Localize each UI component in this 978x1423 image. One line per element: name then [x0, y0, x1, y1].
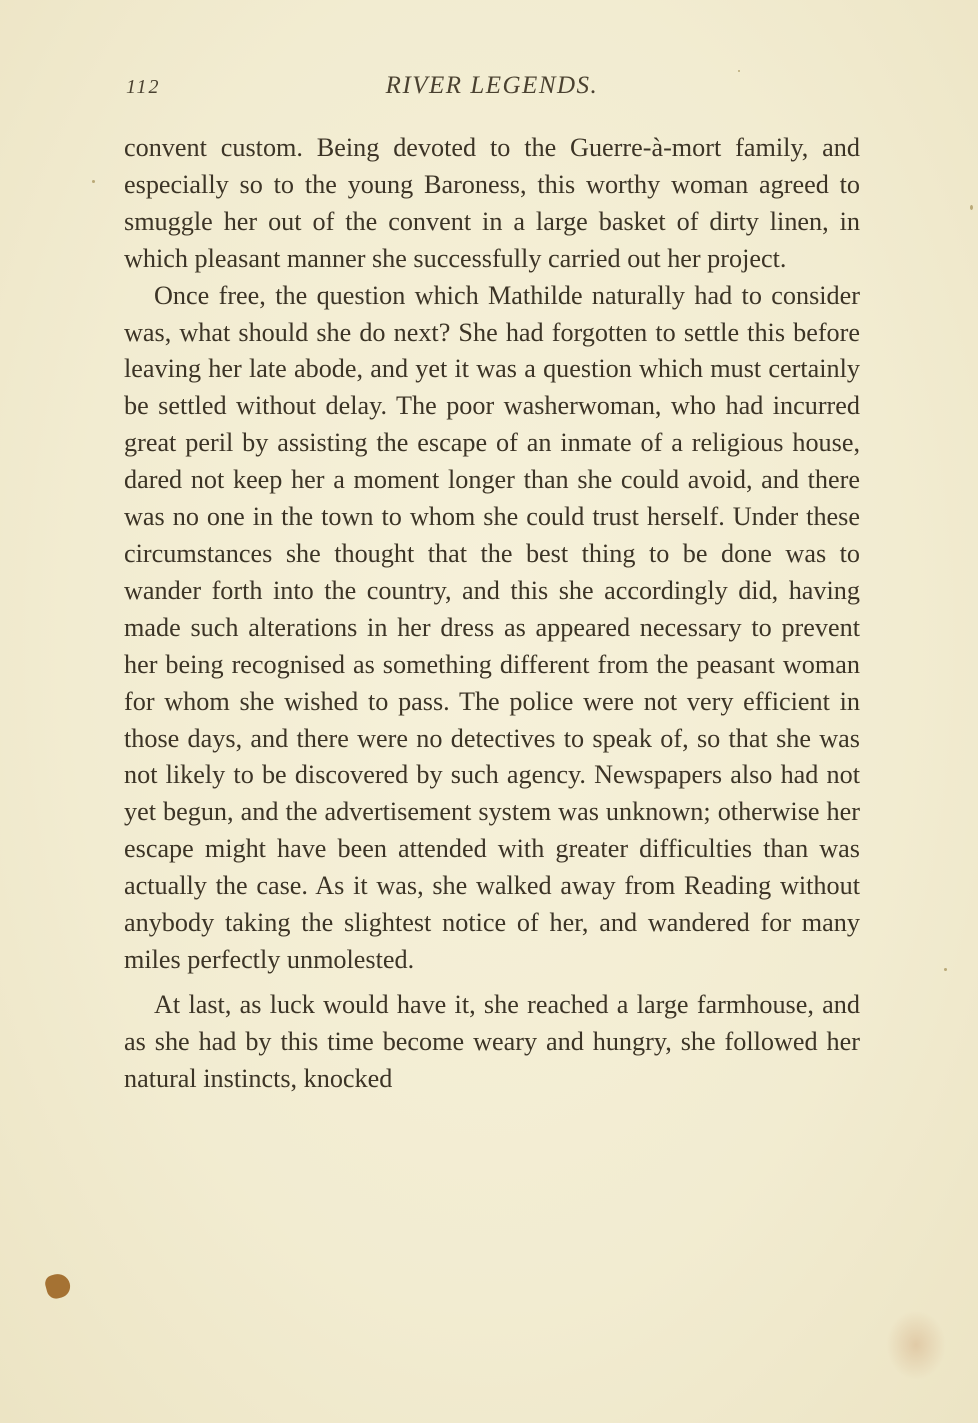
paper-stain [886, 1310, 946, 1380]
paper-speck [92, 180, 95, 183]
page-header [124, 72, 860, 106]
ink-stain [43, 1271, 72, 1300]
paragraph-2: Once free, the question which Mathilde naturally had to consider was, what should she do next? She had forgotten to settle this before leaving her late abode, and yet it was a question which must certainly be settled without delay. The poor washerwoman, who had incurred great peril by assisting the escape of an inmate of a religious house, dared not keep her a moment longer than she could avoid, and there was no one in the town to whom she could trust herself. Under these circumstances she thought that the best thing to be done was to wander forth into the country, and this she accordingly did, having made such alterations in her dress as appeared necessary to prevent her being recognised as something different from the peasant woman for whom she wished to pass. The police were not very efficient in those days, and there were no detectives to speak of, so that she was not likely to be discovered by such agency. Newspapers also had not yet begun, and the advertisement system was unknown; otherwise her escape might have been attended with greater difficulties than was actually the case. As it was, she walked away from Reading without anybody taking the slightest notice of her, and wandered for many miles perfectly unmolested. [124, 280, 860, 974]
paper-speck [944, 968, 947, 971]
paper-speck [970, 205, 973, 210]
body-text [124, 130, 860, 1098]
running-title: RIVER LEGENDS. [385, 72, 599, 99]
page-number: 112 [126, 76, 161, 98]
paragraph-1: convent custom. Being devoted to the Guerre-à-mort family, and especially so to the young Baroness, this worthy woman agreed to smuggle her out of the convent in a large basket of dirty linen, in which pleasant manner she successfully carried out her project. [124, 133, 860, 273]
paper-speck [738, 70, 740, 72]
paragraph-3: At last, as luck would have it, she reached a large farmhouse, and as she had by this time become weary and hungry, she followed her natural instincts, knocked [124, 989, 860, 1093]
